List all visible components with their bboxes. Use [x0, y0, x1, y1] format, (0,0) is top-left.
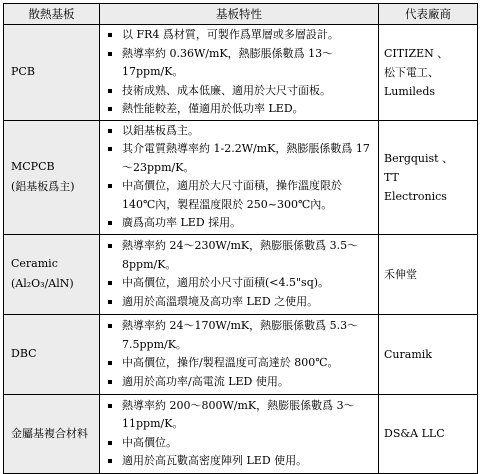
vendor-cell	[379, 120, 478, 234]
feature-item: 適用於高溫環境及高功率 LED 之使用。	[100, 293, 376, 312]
vendor-line: Lumileds	[384, 84, 436, 98]
substrate-name-cell	[4, 120, 100, 234]
substrate-subname: (Al₂O₃/AlN)	[11, 277, 74, 290]
features-cell	[100, 314, 379, 394]
vendor-line: 松下電工、	[384, 65, 439, 79]
feature-list	[100, 316, 378, 392]
table-row	[4, 120, 478, 234]
vendor-line: 禾伸堂	[384, 267, 417, 281]
feature-item: 其介電質熱導率約 1-2.2W/mK，熱膨脹係數爲 17～23ppm/K。	[100, 140, 376, 177]
feature-list	[100, 121, 378, 234]
substrate-comparison-table	[3, 3, 478, 474]
feature-item: 熱性能較差，僅適用於低功率 LED。	[100, 100, 376, 119]
header-vendors: 代表廠商	[379, 4, 478, 25]
feature-item: 技術成熟、成本低廉、適用於大尺寸面板。	[100, 82, 376, 101]
features-cell	[100, 120, 379, 234]
vendor-line: TT	[384, 170, 399, 184]
table-row	[4, 394, 478, 473]
substrate-name: 金屬基複合材料	[11, 426, 88, 440]
feature-item: 適用於高功率/高電流 LED 使用。	[100, 373, 376, 392]
feature-item: 以 FR4 爲材質，可製作爲單層或多層設計。	[100, 26, 376, 45]
substrate-name-cell	[4, 394, 100, 473]
table-row	[4, 234, 478, 314]
features-cell	[100, 394, 379, 473]
feature-item: 廣爲高功率 LED 採用。	[100, 214, 376, 233]
header-characteristics: 基板特性	[100, 4, 379, 25]
feature-item: 熱導率約 24～170W/mK，熱膨脹係數爲 5.3～7.5ppm/K。	[100, 317, 376, 354]
feature-item: 熱導率約 0.36W/mK，熱膨脹係數爲 13～17ppm/K。	[100, 45, 376, 82]
feature-list	[100, 396, 378, 472]
header-substrate: 散熱基板	[4, 4, 100, 25]
substrate-name: MCPCB	[11, 160, 55, 173]
substrate-name-cell	[4, 234, 100, 314]
feature-item: 適用於高瓦數高密度陣列 LED 使用。	[100, 452, 376, 471]
feature-item: 中高價位，操作/製程溫度可高達於 800℃。	[100, 354, 376, 373]
feature-item: 熱導率約 24～230W/mK，熱膨脹係數爲 3.5～8ppm/K。	[100, 237, 376, 274]
vendor-cell	[379, 234, 478, 314]
table-row	[4, 25, 478, 121]
substrate-name: DBC	[11, 347, 37, 360]
vendor-line: Electronics	[384, 189, 447, 203]
vendor-line: Bergquist 、	[384, 151, 454, 165]
feature-item: 熱導率約 200～800W/mK，熱膨脹係數爲 3～11ppm/K。	[100, 397, 376, 434]
feature-item: 以鋁基板爲主。	[100, 122, 376, 141]
feature-list	[100, 236, 378, 312]
vendor-cell	[379, 314, 478, 394]
substrate-subname: (鋁基板爲主)	[11, 180, 75, 193]
feature-item: 中高價位，適用於大尺寸面積，操作溫度限於 140℃內，製程溫度限於 250~300℃內。	[100, 177, 376, 214]
vendor-line: Curamik	[384, 347, 432, 361]
vendor-line: DS&A LLC	[384, 427, 445, 440]
feature-item: 中高價位，適用於小尺寸面積(<4.5"sq)。	[100, 274, 376, 293]
feature-item: 中高價位。	[100, 434, 376, 453]
substrate-name-cell	[4, 314, 100, 394]
substrate-name: Ceramic	[11, 257, 58, 270]
table-row	[4, 314, 478, 394]
features-cell	[100, 234, 379, 314]
vendor-cell	[379, 25, 478, 121]
header-row	[4, 4, 478, 25]
vendor-line: CITIZEN 、	[384, 46, 449, 60]
features-cell	[100, 25, 379, 121]
vendor-cell	[379, 394, 478, 473]
feature-list	[100, 25, 378, 120]
substrate-name-cell	[4, 25, 100, 121]
substrate-name: PCB	[11, 65, 35, 79]
